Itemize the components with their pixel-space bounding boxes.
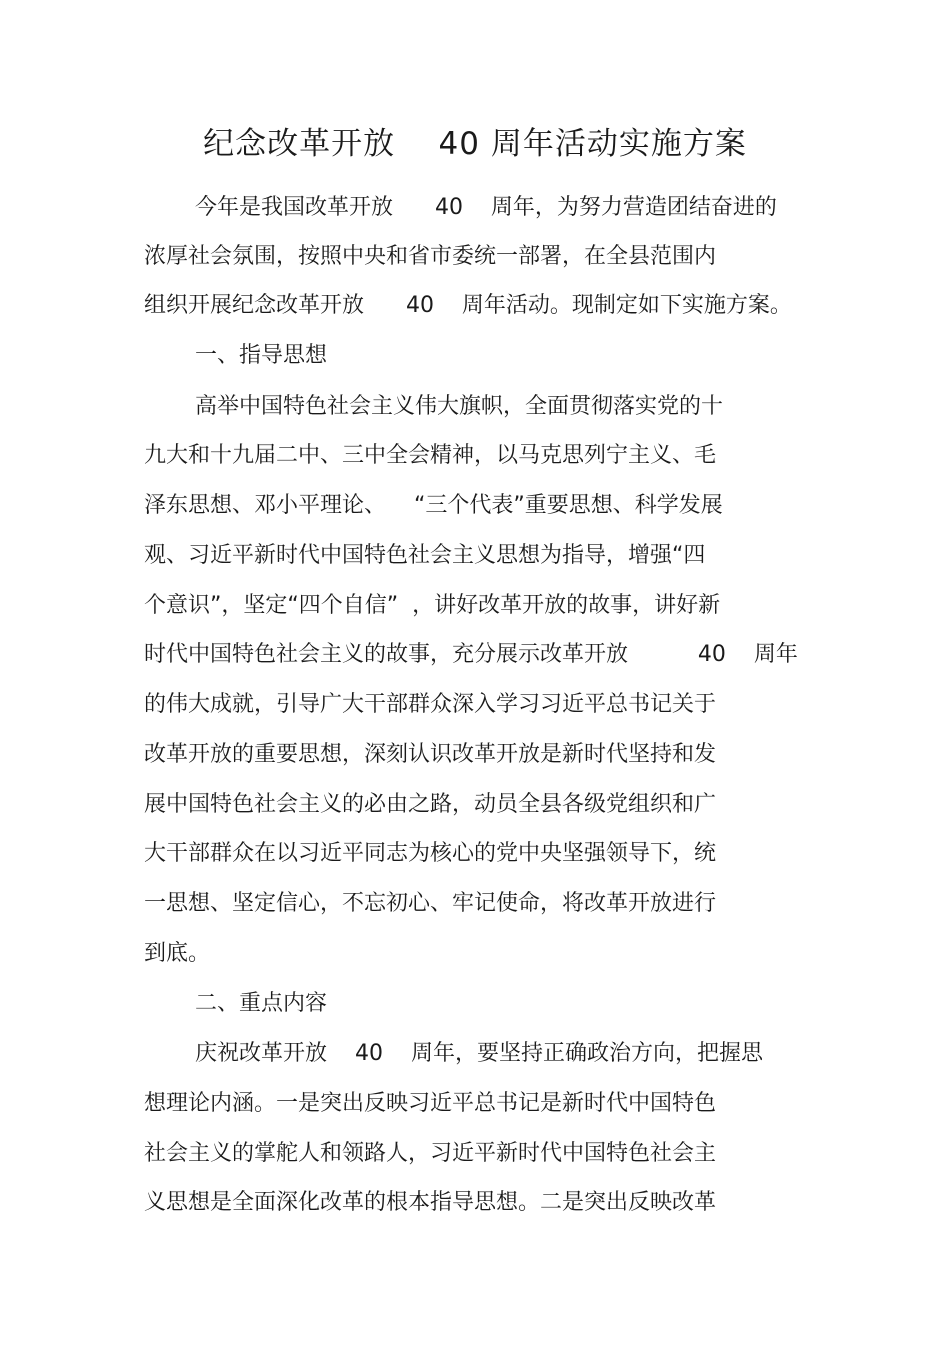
- body-line: 时代中国特色社会主义的故事，充分展示改革开放 40 周年: [144, 642, 798, 667]
- section-heading: 二、重点内容: [195, 991, 328, 1016]
- body-line: 一思想、坚定信心，不忘初心、牢记使命，将改革开放进行: [144, 891, 717, 916]
- body-line: 泽东思想、邓小平理论、 “三个代表”重要思想、科学发展: [144, 493, 723, 518]
- body-line: 大干部群众在以习近平同志为核心的党中央坚强领导下，统: [144, 841, 717, 866]
- body-line: 庆祝改革开放 40 周年，要坚持正确政治方向，把握思: [195, 1041, 763, 1066]
- body-line: 浓厚社会氛围，按照中央和省市委统一部署，在全县范围内: [144, 244, 717, 269]
- body-line: 想理论内涵。一是突出反映习近平总书记是新时代中国特色: [144, 1091, 717, 1116]
- body-line: 组织开展纪念改革开放 40 周年活动。现制定如下实施方案。: [144, 293, 792, 318]
- document-title: 纪念改革开放 40 周年活动实施方案: [203, 126, 747, 162]
- body-line: 展中国特色社会主义的必由之路，动员全县各级党组织和广: [144, 792, 717, 817]
- body-line: 九大和十九届二中、三中全会精神，以马克思列宁主义、毛: [144, 443, 717, 468]
- section-heading: 一、指导思想: [195, 343, 328, 368]
- body-line: 义思想是全面深化改革的根本指导思想。二是突出反映改革: [144, 1190, 717, 1215]
- body-line: 今年是我国改革开放 40 周年，为努力营造团结奋进的: [195, 195, 777, 220]
- body-line: 观、习近平新时代中国特色社会主义思想为指导，增强“四: [144, 543, 706, 568]
- body-line: 个意识”，坚定“四个自信” ，讲好改革开放的故事，讲好新: [144, 593, 721, 618]
- body-line: 社会主义的掌舵人和领路人，习近平新时代中国特色社会主: [144, 1141, 717, 1166]
- body-line: 到底。: [144, 941, 211, 966]
- body-line: 改革开放的重要思想，深刻认识改革开放是新时代坚持和发: [144, 742, 717, 767]
- body-line: 高举中国特色社会主义伟大旗帜，全面贯彻落实党的十: [195, 394, 724, 419]
- body-line: 的伟大成就，引导广大干部群众深入学习习近平总书记关于: [144, 692, 717, 717]
